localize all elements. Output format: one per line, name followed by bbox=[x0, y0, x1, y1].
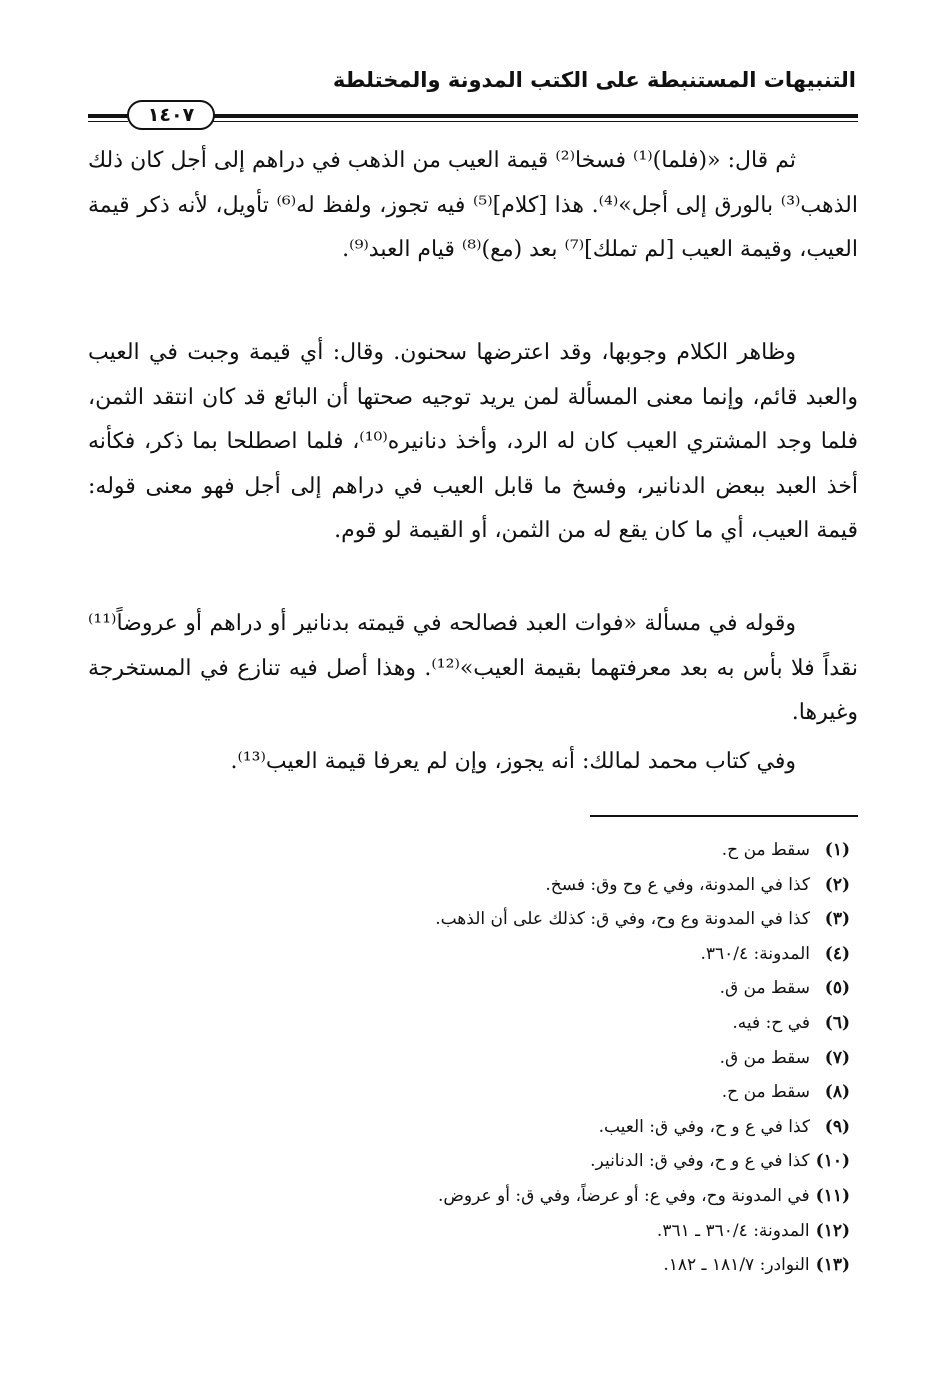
footnote-number: (٥) bbox=[824, 978, 850, 999]
footnote-item bbox=[88, 1214, 850, 1249]
footnote-number: (١) bbox=[824, 840, 850, 860]
footnote-text: النوادر: ١٨١/٧ ـ ١٨٢. bbox=[663, 1255, 810, 1276]
footnote-number: (٤) bbox=[824, 943, 850, 964]
footnote-item bbox=[88, 1041, 850, 1076]
header-rule-thin bbox=[213, 121, 858, 122]
footnote-item bbox=[88, 902, 850, 937]
footnote-item bbox=[88, 833, 850, 868]
footnote-number: (٨) bbox=[824, 1082, 850, 1103]
footnote-text: المدونة: ٣٦٠/٤. bbox=[700, 943, 810, 964]
footnote-number: (٩) bbox=[824, 1116, 850, 1137]
footnote-number: (٧) bbox=[824, 1047, 850, 1068]
running-header-title: التنبيهات المستنبطة على الكتب المدونة والمختلطة bbox=[332, 68, 856, 92]
footnote-number: (٦) bbox=[824, 1012, 850, 1033]
footnote-text: سقط من ح. bbox=[721, 840, 810, 860]
footnote-item bbox=[88, 1075, 850, 1110]
footnote-text: سقط من ح. bbox=[721, 1082, 810, 1103]
footnote-number: (١٠) bbox=[815, 1151, 850, 1172]
footnote-number: (١٢) bbox=[815, 1220, 850, 1241]
paragraph-text: وفي كتاب محمد لمالك: أنه يجوز، وإن لم يعرفا قيمة العيب⁽¹³⁾. bbox=[230, 749, 796, 774]
footnote-number: (١٣) bbox=[815, 1255, 850, 1276]
footnote-text: سقط من ق. bbox=[719, 978, 810, 999]
paragraph-text: ثم قال: «(فلما)⁽¹⁾ فسخا⁽²⁾ قيمة العيب من الذهب في دراهم إلى أجل كان ذلك الذهب⁽³⁾ بالورق إلى أجل»⁽⁴⁾. هذا [كلام]⁽⁵⁾ فيه تجوز، ولفظ له⁽⁶⁾ تأويل، لأنه ذكر قيمة العيب، وقيمة العيب [لم تملك]⁽⁷⁾ بعد (مع)⁽⁸⁾ قيام العبد⁽⁹⁾. bbox=[88, 148, 859, 262]
header-rule-left-thick bbox=[88, 114, 128, 118]
footnote-text: كذا في ع و ح، وفي ق: العيب. bbox=[598, 1116, 810, 1137]
paragraph-4 bbox=[88, 740, 858, 785]
footnote-item bbox=[88, 937, 850, 972]
footnote-item bbox=[88, 1006, 850, 1041]
footnote-text: كذا في ع و ح، وفي ق: الدنانير. bbox=[590, 1151, 810, 1172]
header-rule-left-thin bbox=[88, 121, 128, 122]
footnote-item bbox=[88, 1110, 850, 1145]
paragraph-text: وقوله في مسألة «فوات العبد فصالحه في قيمته بدنانير أو دراهم أو عروضاً⁽¹¹⁾ نقداً فلا بأس به بعد معرفتهما بقيمة العيب»⁽¹²⁾. وهذا أصل فيه تنازع في المستخرجة وغيرها. bbox=[88, 611, 858, 725]
footnote-text: كذا في المدونة وع وح، وفي ق: كذلك على أن الذهب. bbox=[435, 909, 810, 930]
footnote-text: في ح: فيه. bbox=[732, 1012, 810, 1033]
paragraph-2 bbox=[88, 331, 858, 554]
footnote-item bbox=[88, 1179, 850, 1214]
footnote-item bbox=[88, 1248, 850, 1283]
paragraph-3 bbox=[88, 602, 858, 736]
footnote-text: كذا في المدونة، وفي ع وح وق: فسخ. bbox=[545, 874, 810, 895]
footnote-item bbox=[88, 971, 850, 1006]
paragraph-text: وظاهر الكلام وجوبها، وقد اعترضها سحنون. وقال: أي قيمة وجبت في العيب والعبد قائم، وإنما معنى المسألة لمن يريد توجيه صحتها أن البائع قد كان انتقد الثمن، فلما وجد المشتري العيب كان له الرد، وأخذ دنانيره⁽¹⁰⁾، فلما اصطلحا بما ذكر، فكأنه أخذ العبد ببعض الدنانير، وفسخ ما قابل العيب في دراهم إلى أجل فهو معنى قوله: قيمة العيب، أي ما كان يقع له من الثمن، أو القيمة لو قوم. bbox=[88, 340, 858, 543]
footnote-text: سقط من ق. bbox=[719, 1047, 810, 1068]
footnote-text: المدونة: ٣٦٠/٤ ـ ٣٦١. bbox=[656, 1220, 810, 1241]
footnote-separator bbox=[590, 815, 858, 817]
paragraph-1 bbox=[88, 139, 858, 273]
footnote-number: (١١) bbox=[815, 1185, 850, 1206]
page-number: ١٤٠٧ bbox=[127, 100, 215, 130]
footnote-number: (٢) bbox=[824, 874, 850, 895]
footnote-number: (٣) bbox=[824, 909, 850, 930]
footnotes-list bbox=[88, 833, 850, 1283]
header-rule-thick bbox=[213, 114, 858, 118]
footnote-item bbox=[88, 1144, 850, 1179]
footnote-item bbox=[88, 868, 850, 903]
footnote-text: في المدونة وح، وفي ع: أو عرضاً، وفي ق: أو عروض. bbox=[437, 1185, 810, 1206]
